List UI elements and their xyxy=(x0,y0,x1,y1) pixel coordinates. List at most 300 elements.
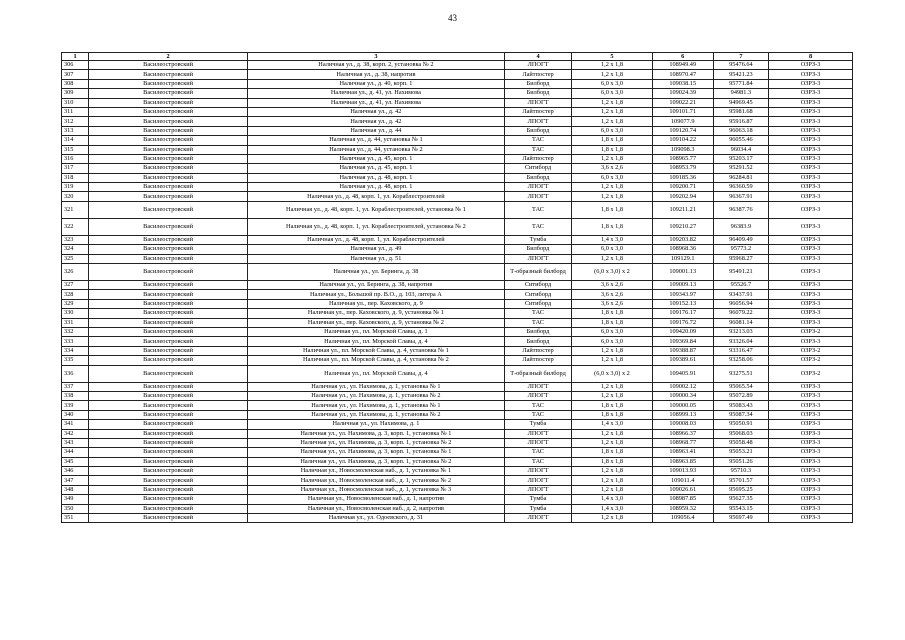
table-cell: Наличная ул., д. 41, ул. Нахимова xyxy=(248,98,505,107)
table-cell: Наличная ул., ул. Нахимова, д. 1, установка № 2 xyxy=(248,391,505,400)
table-cell: 332 xyxy=(62,327,89,336)
table-cell: Лайтпостер xyxy=(504,107,571,116)
table-cell: 96056.94 xyxy=(713,299,768,308)
table-cell: 1,2 х 1,8 xyxy=(572,117,653,126)
table-cell: ЛПОГТ xyxy=(504,61,571,70)
col-header: 3 xyxy=(248,53,505,61)
table-cell: 109000.05 xyxy=(652,401,713,410)
table-cell: Наличная ул., д. 38, корп. 2, установка № 2 xyxy=(248,61,505,70)
table-cell: ЛПОГТ xyxy=(504,438,571,447)
table-cell: 95695.25 xyxy=(713,485,768,494)
table-cell: 109202.94 xyxy=(652,192,713,201)
table-cell: 330 xyxy=(62,309,89,318)
table-cell: 343 xyxy=(62,438,89,447)
table-cell: ОЗРЗ-3 xyxy=(769,201,853,218)
table-cell: Наличная ул., ул. Беринга, д. 38 xyxy=(248,264,505,281)
table-cell: 108999.13 xyxy=(652,410,713,419)
table-cell: 320 xyxy=(62,192,89,201)
table-cell: Наличная ул., пл. Морской Славы, д. 1 xyxy=(248,327,505,336)
table-cell: 96409.49 xyxy=(713,235,768,244)
table-row xyxy=(62,89,853,98)
table-row xyxy=(62,504,853,513)
table-cell: 1,2 х 1,8 xyxy=(572,382,653,391)
table-cell: 109098.3 xyxy=(652,145,713,154)
table-cell: 95491.21 xyxy=(713,264,768,281)
table-cell: 310 xyxy=(62,98,89,107)
table-cell: 95476.64 xyxy=(713,61,768,70)
table-cell: Василеостровский xyxy=(89,309,248,318)
table-cell: 95627.35 xyxy=(713,495,768,504)
table-cell: ОЗРЗ-3 xyxy=(769,337,853,346)
table-cell: ОЗРЗ-3 xyxy=(769,420,853,429)
table-cell: 95072.89 xyxy=(713,391,768,400)
table-cell: 96081.14 xyxy=(713,318,768,327)
table-cell: 109389.61 xyxy=(652,356,713,365)
table-cell: 95068.03 xyxy=(713,429,768,438)
table-row xyxy=(62,309,853,318)
table-cell: 1,2 х 1,8 xyxy=(572,61,653,70)
table-row xyxy=(62,117,853,126)
table-cell: ОЗРЗ-3 xyxy=(769,514,853,523)
table-cell: ОЗРЗ-3 xyxy=(769,107,853,116)
table-cell: 109008.03 xyxy=(652,420,713,429)
table-cell: 95710.3 xyxy=(713,467,768,476)
table-cell: 329 xyxy=(62,299,89,308)
table-cell: Лайтпостер xyxy=(504,70,571,79)
table-cell: ОЗРЗ-3 xyxy=(769,391,853,400)
table-cell: Василеостровский xyxy=(89,346,248,355)
table-cell: 1,8 х 1,8 xyxy=(572,448,653,457)
table-cell: 311 xyxy=(62,107,89,116)
table-cell: 95051.26 xyxy=(713,457,768,466)
table-cell: Билборд xyxy=(504,126,571,135)
table-cell: 341 xyxy=(62,420,89,429)
table-row xyxy=(62,281,853,290)
table-cell: Василеостровский xyxy=(89,327,248,336)
table-row xyxy=(62,299,853,308)
table-row xyxy=(62,70,853,79)
table-cell: ОЗРЗ-3 xyxy=(769,254,853,263)
table-cell: 337 xyxy=(62,382,89,391)
table-cell: 6,0 х 3,0 xyxy=(572,173,653,182)
table-cell: Василеостровский xyxy=(89,254,248,263)
table-cell: Наличная ул., д. 48, корп. 1 xyxy=(248,183,505,192)
table-cell: 109011.4 xyxy=(652,476,713,485)
table-cell: Лайтпостер xyxy=(504,346,571,355)
table-row xyxy=(62,438,853,447)
table-cell: Наличная ул., д. 45, корп. 1 xyxy=(248,164,505,173)
table-cell: 95773.2 xyxy=(713,245,768,254)
table-cell: ОЗРЗ-2 xyxy=(769,356,853,365)
table-cell: 1,2 х 1,8 xyxy=(572,467,653,476)
table-cell: 322 xyxy=(62,218,89,235)
table-cell: 1,8 х 1,8 xyxy=(572,201,653,218)
table-cell: 108965.77 xyxy=(652,154,713,163)
table-cell: 95050.91 xyxy=(713,420,768,429)
table-cell: Наличная ул., ул. Нахимова, д. 3, корп. 1, установка № 2 xyxy=(248,457,505,466)
table-cell: 1,8 х 1,8 xyxy=(572,218,653,235)
table-cell: Наличная ул., д. 51 xyxy=(248,254,505,263)
table-cell: Наличная ул., ул. Одоевского, д. 31 xyxy=(248,514,505,523)
table-row xyxy=(62,192,853,201)
table-row xyxy=(62,346,853,355)
table-cell: 1,4 х 3,0 xyxy=(572,235,653,244)
table-cell: 94981.3 xyxy=(713,89,768,98)
table-cell: Наличная ул., Новосмоленская наб., д. 1, напротив xyxy=(248,495,505,504)
table-cell: 1,2 х 1,8 xyxy=(572,70,653,79)
table-cell: 95916.87 xyxy=(713,117,768,126)
table-cell: 95526.7 xyxy=(713,281,768,290)
table-cell: Наличная ул., д. 44, установка № 2 xyxy=(248,145,505,154)
table-cell: Василеостровский xyxy=(89,382,248,391)
page-number: 43 xyxy=(448,13,457,23)
table-row xyxy=(62,61,853,70)
table-cell: Наличная ул., Большой пр. В.О., д. 103, литера А xyxy=(248,290,505,299)
table-cell: ЛПОГТ xyxy=(504,117,571,126)
table-cell: (6,0 х 3,0) х 2 xyxy=(572,365,653,382)
table-cell: Василеостровский xyxy=(89,391,248,400)
table-cell: Наличная ул., пер. Каховского, д. 9, установка № 1 xyxy=(248,309,505,318)
table-cell: ОЗРЗ-3 xyxy=(769,504,853,513)
table-cell: Наличная ул., ул. Нахимова, д. 3, корп. 1, установка № 1 xyxy=(248,448,505,457)
table-cell: 108963.85 xyxy=(652,457,713,466)
table-cell: ЛПОГТ xyxy=(504,382,571,391)
table-cell: Наличная ул., ул. Нахимова, д. 1, установка № 1 xyxy=(248,382,505,391)
table-cell: Василеостровский xyxy=(89,401,248,410)
table-row xyxy=(62,145,853,154)
table-cell: 6,0 х 3,0 xyxy=(572,327,653,336)
table-cell: 6,0 х 3,0 xyxy=(572,126,653,135)
table-cell: Василеостровский xyxy=(89,318,248,327)
table-cell: 308 xyxy=(62,79,89,88)
table-cell: 345 xyxy=(62,457,89,466)
table-cell: Лайтпостер xyxy=(504,154,571,163)
table-cell: ОЗРЗ-3 xyxy=(769,299,853,308)
table-cell: 306 xyxy=(62,61,89,70)
table-row xyxy=(62,356,853,365)
col-header: 6 xyxy=(652,53,713,61)
table-cell: Василеостровский xyxy=(89,495,248,504)
table-cell: Василеостровский xyxy=(89,136,248,145)
table-cell: Василеостровский xyxy=(89,467,248,476)
table-cell: Василеостровский xyxy=(89,290,248,299)
table-cell: 313 xyxy=(62,126,89,135)
table-cell: 109176.72 xyxy=(652,318,713,327)
table-cell: 108970.47 xyxy=(652,70,713,79)
table-cell: Т-образный билборд xyxy=(504,264,571,281)
table-row xyxy=(62,254,853,263)
table-cell: ТАС xyxy=(504,201,571,218)
table-cell: 338 xyxy=(62,391,89,400)
table-cell: 95981.68 xyxy=(713,107,768,116)
table-row xyxy=(62,136,853,145)
table-cell: ОЗРЗ-3 xyxy=(769,281,853,290)
table-cell: Василеостровский xyxy=(89,365,248,382)
table-cell: ОЗРЗ-3 xyxy=(769,382,853,391)
table-cell: ОЗРЗ-3 xyxy=(769,70,853,79)
table-cell: 1,8 х 1,8 xyxy=(572,309,653,318)
table-cell: Василеостровский xyxy=(89,107,248,116)
table-cell: ОЗРЗ-3 xyxy=(769,448,853,457)
table-cell: ОЗРЗ-3 xyxy=(769,79,853,88)
table-cell: Василеостровский xyxy=(89,98,248,107)
table-cell: ОЗРЗ-3 xyxy=(769,290,853,299)
table-cell: Наличная ул., пер. Каховского, д. 9, установка № 2 xyxy=(248,318,505,327)
table-cell: 1,2 х 1,8 xyxy=(572,356,653,365)
table-cell: Ситиборд xyxy=(504,164,571,173)
table-row xyxy=(62,410,853,419)
table-row xyxy=(62,154,853,163)
table-cell: Василеостровский xyxy=(89,192,248,201)
table-cell: ЛПОГТ xyxy=(504,391,571,400)
table-cell: Наличная ул., д. 48, корп. 1, ул. Кораблестроителей xyxy=(248,235,505,244)
table-cell: Василеостровский xyxy=(89,235,248,244)
table-row xyxy=(62,420,853,429)
table-cell: ТАС xyxy=(504,218,571,235)
table-cell: 1,2 х 1,8 xyxy=(572,514,653,523)
table-cell: 351 xyxy=(62,514,89,523)
table-cell: 109056.4 xyxy=(652,514,713,523)
table-cell: ЛПОГТ xyxy=(504,254,571,263)
table-cell: ОЗРЗ-3 xyxy=(769,183,853,192)
table-cell: Василеостровский xyxy=(89,183,248,192)
table-cell: ОЗРЗ-3 xyxy=(769,476,853,485)
table-cell: Василеостровский xyxy=(89,218,248,235)
table-cell: Наличная ул., ул. Нахимова, д. 3, корп. 1, установка № 1 xyxy=(248,429,505,438)
table-cell: 109001.13 xyxy=(652,264,713,281)
table-cell: Наличная ул., д. 44, установка № 1 xyxy=(248,136,505,145)
table-cell: 6,0 х 3,0 xyxy=(572,337,653,346)
table-cell: ОЗРЗ-3 xyxy=(769,309,853,318)
table-cell: Василеостровский xyxy=(89,61,248,70)
table-cell: ОЗРЗ-3 xyxy=(769,429,853,438)
table-cell: 94969.45 xyxy=(713,98,768,107)
table-cell: 1,2 х 1,8 xyxy=(572,192,653,201)
table-cell: Т-образный билборд xyxy=(504,365,571,382)
table-cell: 3,6 х 2,6 xyxy=(572,290,653,299)
table-cell: Билборд xyxy=(504,89,571,98)
table-cell: 1,2 х 1,8 xyxy=(572,391,653,400)
table-cell: Василеостровский xyxy=(89,429,248,438)
table-cell: Тумба xyxy=(504,235,571,244)
table-cell: ОЗРЗ-3 xyxy=(769,245,853,254)
table-cell: Василеостровский xyxy=(89,70,248,79)
table-cell: ОЗРЗ-3 xyxy=(769,318,853,327)
table-cell: Наличная ул., Новосмоленская наб., д. 2, напротив xyxy=(248,504,505,513)
table-row xyxy=(62,245,853,254)
table-cell: ЛПОГТ xyxy=(504,429,571,438)
table-cell: 325 xyxy=(62,254,89,263)
table-cell: Василеостровский xyxy=(89,245,248,254)
table-cell: 344 xyxy=(62,448,89,457)
table-cell: 1,2 х 1,8 xyxy=(572,183,653,192)
table-cell: 314 xyxy=(62,136,89,145)
table-cell: Наличная ул., д. 38, напротив xyxy=(248,70,505,79)
table-cell: Наличная ул., д. 42 xyxy=(248,117,505,126)
table-cell: ОЗРЗ-3 xyxy=(769,485,853,494)
table-cell: 3,6 х 2,6 xyxy=(572,281,653,290)
table-cell: 96284.81 xyxy=(713,173,768,182)
table-cell: 109077.9 xyxy=(652,117,713,126)
table-cell: Василеостровский xyxy=(89,410,248,419)
table-cell: ОЗРЗ-3 xyxy=(769,192,853,201)
table-cell: 109200.71 xyxy=(652,183,713,192)
table-cell: 109120.74 xyxy=(652,126,713,135)
table-cell: 109002.12 xyxy=(652,382,713,391)
table-cell: ОЗРЗ-3 xyxy=(769,457,853,466)
table-cell: Василеостровский xyxy=(89,476,248,485)
table-row xyxy=(62,401,853,410)
table-cell: ОЗРЗ-3 xyxy=(769,438,853,447)
table-cell: 109024.39 xyxy=(652,89,713,98)
table-cell: Василеостровский xyxy=(89,154,248,163)
table-row xyxy=(62,107,853,116)
table-cell: Василеостровский xyxy=(89,299,248,308)
table-cell: Лайтпостер xyxy=(504,356,571,365)
table-cell: 109022.21 xyxy=(652,98,713,107)
table-cell: 109185.36 xyxy=(652,173,713,182)
table-cell: 96034.4 xyxy=(713,145,768,154)
table-cell: ТАС xyxy=(504,410,571,419)
table-cell: 95083.43 xyxy=(713,401,768,410)
table-row xyxy=(62,448,853,457)
table-cell: Наличная ул., пл. Морской Славы, д. 4 xyxy=(248,365,505,382)
table-cell: ЛПОГТ xyxy=(504,183,571,192)
table-cell: 315 xyxy=(62,145,89,154)
table-cell: 109210.27 xyxy=(652,218,713,235)
table-cell: Тумба xyxy=(504,495,571,504)
table-cell: 93326.04 xyxy=(713,337,768,346)
table-cell: 109211.21 xyxy=(652,201,713,218)
table-cell: Василеостровский xyxy=(89,420,248,429)
table-cell: 6,0 х 3,0 xyxy=(572,89,653,98)
table-cell: ЛПОГТ xyxy=(504,485,571,494)
table-cell: 109104.22 xyxy=(652,136,713,145)
table-cell: 326 xyxy=(62,264,89,281)
table-cell: Наличная ул., д. 48, корп. 1, ул. Кораблестроителей, установка № 2 xyxy=(248,218,505,235)
table-cell: 1,8 х 1,8 xyxy=(572,136,653,145)
table-cell: Наличная ул., пл. Морской Славы, д. 4 xyxy=(248,337,505,346)
table-row xyxy=(62,290,853,299)
table-cell: Наличная ул., д. 42 xyxy=(248,107,505,116)
table-cell: 1,2 х 1,8 xyxy=(572,485,653,494)
table-cell: 93213.03 xyxy=(713,327,768,336)
table-cell: ТАС xyxy=(504,318,571,327)
table-cell: 328 xyxy=(62,290,89,299)
table-cell: ОЗРЗ-3 xyxy=(769,126,853,135)
table-cell: 324 xyxy=(62,245,89,254)
table-cell: 95968.27 xyxy=(713,254,768,263)
table-row xyxy=(62,164,853,173)
table-cell: Василеостровский xyxy=(89,79,248,88)
table-cell: 109369.84 xyxy=(652,337,713,346)
table-cell: 339 xyxy=(62,401,89,410)
table-cell: Василеостровский xyxy=(89,504,248,513)
table-cell: Билборд xyxy=(504,245,571,254)
table-cell: 93437.91 xyxy=(713,290,768,299)
table-cell: 95053.21 xyxy=(713,448,768,457)
table-row xyxy=(62,382,853,391)
table-cell: Билборд xyxy=(504,337,571,346)
table-row xyxy=(62,201,853,218)
table-cell: Василеостровский xyxy=(89,356,248,365)
table-cell: Василеостровский xyxy=(89,281,248,290)
table-cell: Василеостровский xyxy=(89,264,248,281)
table-row xyxy=(62,485,853,494)
table-cell: Наличная ул., пл. Морской Славы, д. 4, установка № 2 xyxy=(248,356,505,365)
table-cell: Билборд xyxy=(504,173,571,182)
table-cell: Василеостровский xyxy=(89,145,248,154)
table-cell: Василеостровский xyxy=(89,514,248,523)
table-cell: 96360.59 xyxy=(713,183,768,192)
table-cell: 318 xyxy=(62,173,89,182)
table-cell: ОЗРЗ-3 xyxy=(769,410,853,419)
table-cell: Наличная ул., ул. Беринга, д. 38, напротив xyxy=(248,281,505,290)
table-cell: 321 xyxy=(62,201,89,218)
table-cell: 95065.54 xyxy=(713,382,768,391)
table-cell: ЛПОГТ xyxy=(504,514,571,523)
table-cell: 95058.48 xyxy=(713,438,768,447)
table-row xyxy=(62,429,853,438)
table-cell: 1,8 х 1,8 xyxy=(572,410,653,419)
table-cell: 109405.91 xyxy=(652,365,713,382)
table-row xyxy=(62,126,853,135)
table-cell: 1,4 х 3,0 xyxy=(572,420,653,429)
table-cell: 1,2 х 1,8 xyxy=(572,98,653,107)
table-row xyxy=(62,476,853,485)
table-cell: 331 xyxy=(62,318,89,327)
table-cell: Наличная ул., д. 48, корп. 1, ул. Кораблестроителей xyxy=(248,192,505,201)
table-row xyxy=(62,467,853,476)
table-cell: ТАС xyxy=(504,457,571,466)
table-cell: 108953.79 xyxy=(652,164,713,173)
table-cell: 1,2 х 1,8 xyxy=(572,154,653,163)
placement-table xyxy=(61,52,853,523)
table-cell: 109129.1 xyxy=(652,254,713,263)
table-cell: 108949.49 xyxy=(652,61,713,70)
table-cell: Наличная ул., д. 48, корп. 1 xyxy=(248,173,505,182)
table-cell: 93316.47 xyxy=(713,346,768,355)
table-cell: 109343.97 xyxy=(652,290,713,299)
table-cell: 109000.34 xyxy=(652,391,713,400)
table-cell: 108968.36 xyxy=(652,245,713,254)
table-cell: Наличная ул., ул. Нахимова, д. 1, установка № 1 xyxy=(248,401,505,410)
table-cell: 335 xyxy=(62,356,89,365)
table-cell: Наличная ул., ул. Нахимова, д. 1 xyxy=(248,420,505,429)
table-row xyxy=(62,235,853,244)
table-cell: Наличная ул., д. 49 xyxy=(248,245,505,254)
table-cell: ТАС xyxy=(504,448,571,457)
table-row xyxy=(62,79,853,88)
table-cell: ОЗРЗ-3 xyxy=(769,117,853,126)
table-cell: 93275.51 xyxy=(713,365,768,382)
table-cell: ОЗРЗ-2 xyxy=(769,346,853,355)
table-row xyxy=(62,457,853,466)
table-cell: 6,0 х 3,0 xyxy=(572,79,653,88)
table-cell: Билборд xyxy=(504,79,571,88)
table-cell: 1,2 х 1,8 xyxy=(572,476,653,485)
table-cell: 96055.46 xyxy=(713,136,768,145)
table-cell: 109388.87 xyxy=(652,346,713,355)
table-cell: 312 xyxy=(62,117,89,126)
table-cell: 348 xyxy=(62,485,89,494)
table-cell: Наличная ул., д. 41, ул. Нахимова xyxy=(248,89,505,98)
table-cell: Василеостровский xyxy=(89,173,248,182)
table-cell: Наличная ул., Новосмоленская наб., д. 1, установка № 2 xyxy=(248,476,505,485)
table-cell: Василеостровский xyxy=(89,126,248,135)
table-cell: 108968.77 xyxy=(652,438,713,447)
table-cell: 1,2 х 1,8 xyxy=(572,429,653,438)
